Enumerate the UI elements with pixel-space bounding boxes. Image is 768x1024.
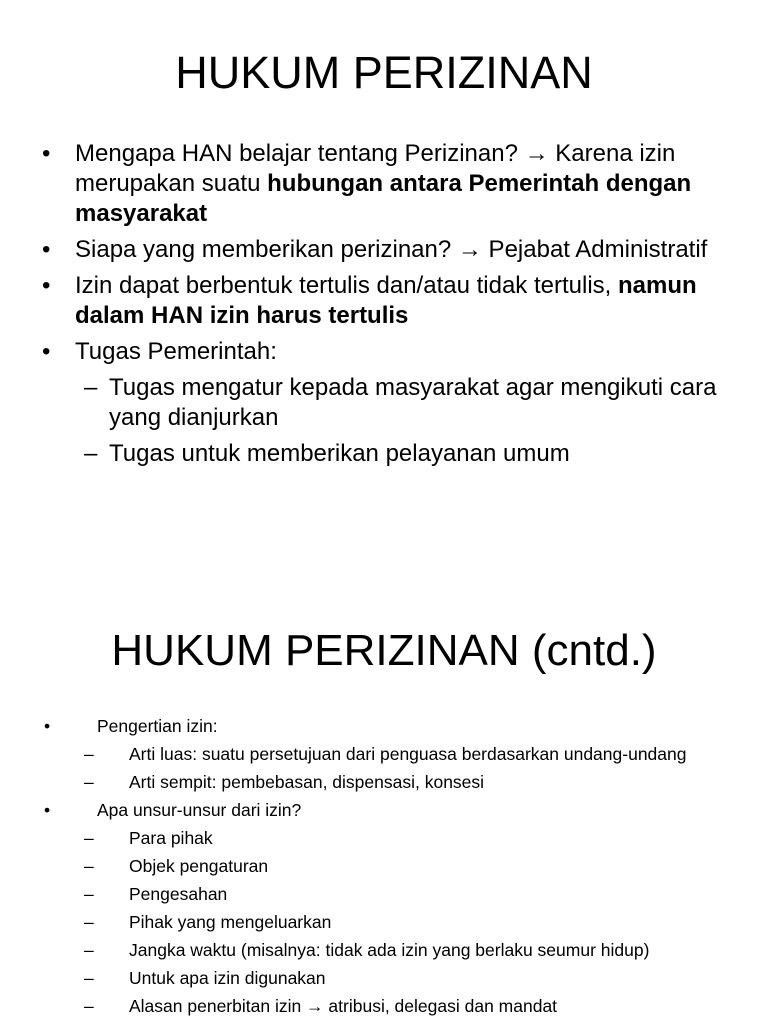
list-item — [0, 798, 768, 822]
sub-item-text: Jangka waktu (misalnya: tidak ada izin yang berlaku seumur hidup) — [129, 940, 650, 960]
list-item-text: Siapa yang memberikan perizinan? → Pejabat Administratif — [75, 236, 708, 263]
list-item-bold-text: hubungan antara Pemerintah dengan masyarakat — [75, 170, 692, 227]
list-item-text: Apa unsur-unsur dari izin? — [97, 800, 302, 820]
sub-list-item — [0, 994, 768, 1018]
sub-item-text: Para pihak — [129, 828, 213, 848]
list-item — [0, 235, 768, 265]
slide1-title: HUKUM PERIZINAN — [175, 47, 593, 98]
list-item-text: Mengapa HAN belajar tentang Perizinan? → Karena izin merupakan suatu — [75, 140, 676, 197]
sub-list-item — [0, 373, 768, 433]
sub-list-item — [0, 742, 768, 766]
bullet-marker: • — [42, 272, 51, 299]
dash-marker: – — [84, 772, 94, 792]
bullet-marker: • — [44, 716, 51, 736]
list-item-text: Tugas Pemerintah: — [75, 338, 277, 365]
slide2-bullet-list — [0, 714, 768, 1022]
dash-marker: – — [84, 440, 98, 467]
sub-list-item — [0, 770, 768, 794]
dash-marker: – — [84, 884, 94, 904]
sub-list-item — [0, 439, 768, 469]
slide1-bullet-list — [0, 139, 768, 475]
bullet-marker: • — [42, 236, 51, 263]
dash-marker: – — [84, 912, 94, 932]
sub-item-text: Objek pengaturan — [129, 856, 269, 876]
slide2-title: HUKUM PERIZINAN (cntd.) — [111, 626, 657, 675]
dash-marker: – — [84, 968, 94, 988]
sub-list-item — [0, 854, 768, 878]
list-item — [0, 271, 768, 331]
sub-list-item — [0, 826, 768, 850]
list-item — [0, 714, 768, 738]
list-item — [0, 337, 768, 367]
sub-item-text: Pihak yang mengeluarkan — [129, 912, 332, 932]
dash-marker: – — [84, 940, 94, 960]
sub-list-item — [0, 882, 768, 906]
sub-list-item — [0, 910, 768, 934]
sub-list-item — [0, 938, 768, 962]
bullet-marker: • — [42, 140, 51, 167]
list-item — [0, 139, 768, 229]
sub-item-text: Arti luas: suatu persetujuan dari penguasa berdasarkan undang-undang — [129, 744, 687, 764]
dash-marker: – — [84, 374, 98, 401]
sub-item-text: Alasan penerbitan izin → atribusi, delegasi dan mandat — [129, 996, 558, 1016]
dash-marker: – — [84, 828, 94, 848]
sub-item-text: Arti sempit: pembebasan, dispensasi, konsesi — [129, 772, 485, 792]
bullet-marker: • — [42, 338, 51, 365]
dash-marker: – — [84, 996, 94, 1016]
list-item-bold-text: namun dalam HAN izin harus tertulis — [75, 272, 697, 329]
sub-item-text: Tugas mengatur kepada masyarakat agar mengikuti cara yang dianjurkan — [109, 374, 717, 431]
sub-item-text: Tugas untuk memberikan pelayanan umum — [109, 440, 570, 467]
sub-item-text: Pengesahan — [129, 884, 228, 904]
sub-list-item — [0, 966, 768, 990]
dash-marker: – — [84, 744, 94, 764]
list-item-text: Pengertian izin: — [97, 716, 218, 736]
dash-marker: – — [84, 856, 94, 876]
bullet-marker: • — [44, 800, 51, 820]
sub-item-text: Untuk apa izin digunakan — [129, 968, 326, 988]
list-item-text: Izin dapat berbentuk tertulis dan/atau tidak tertulis, — [75, 272, 618, 299]
